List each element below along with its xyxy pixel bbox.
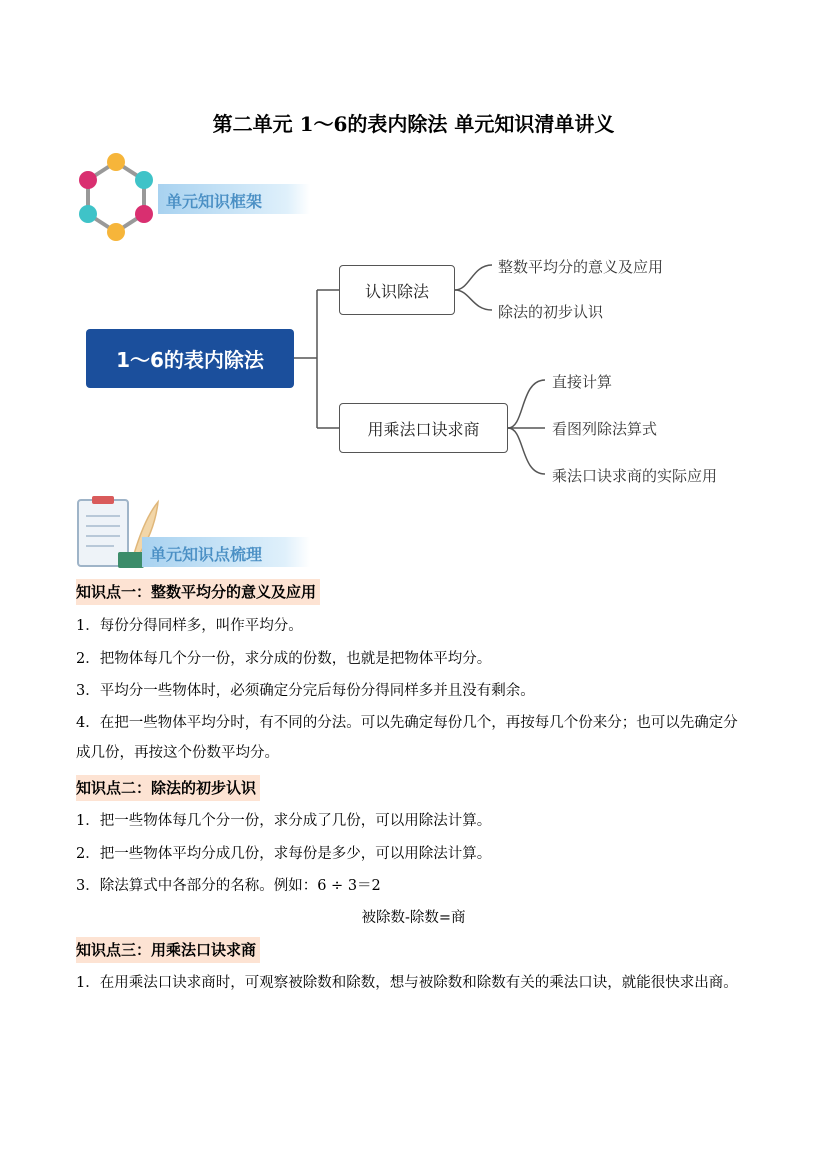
knowledge-item: 1．在用乘法口诀求商时，可观察被除数和除数，想与被除数和除数有关的乘法口诀，就能很快求出商。 (76, 975, 738, 991)
knowledge-item: 3．平均分一些物体时，必须确定分完后每份分得同样多并且没有剩余。 (76, 683, 535, 699)
knowledge-item: 1．每份分得同样多，叫作平均分。 (76, 618, 303, 634)
mindmap-branch-2: 用乘法口诀求商 (339, 403, 508, 453)
page-title: 第二单元 1～6的表内除法 单元知识清单讲义 (212, 112, 615, 136)
formula-caption: 被除数-除数=商 (361, 910, 466, 926)
mindmap-leaf: 直接计算 (552, 373, 613, 391)
section-banner-label: 单元知识点梳理 (150, 545, 263, 564)
knowledge-item: 1．把一些物体每几个分一份，求分成了几份，可以用除法计算。 (76, 813, 492, 829)
mindmap-root: 1～6的表内除法 (86, 329, 294, 388)
mindmap-leaf: 看图列除法算式 (552, 420, 658, 438)
knowledge-heading-2: 知识点二：除法的初步认识 (76, 775, 260, 801)
knowledge-item: 4．在把一些物体平均分时，有不同的分法。可以先确定每份几个，再按每几个份来分；也可以先确定分成几份，再按这个份数平均分。 (76, 715, 738, 761)
mindmap-leaf: 除法的初步认识 (498, 303, 604, 321)
mindmap-leaf: 整数平均分的意义及应用 (498, 258, 664, 276)
mindmap-branch-1: 认识除法 (339, 265, 455, 315)
section-banner-knowledge (142, 537, 310, 567)
mindmap-leaf: 乘法口诀求商的实际应用 (552, 467, 718, 485)
knowledge-heading-1: 知识点一：整数平均分的意义及应用 (76, 579, 320, 605)
knowledge-heading-3: 知识点三：用乘法口诀求商 (76, 937, 260, 963)
knowledge-item: 2．把物体每几个分一份，求分成的份数，也就是把物体平均分。 (76, 651, 492, 667)
knowledge-item: 2．把一些物体平均分成几份，求每份是多少，可以用除法计算。 (76, 846, 492, 862)
section-banner-label: 单元知识框架 (166, 192, 263, 211)
knowledge-item: 3．除法算式中各部分的名称。例如：6 ÷ 3＝2 (76, 878, 381, 894)
